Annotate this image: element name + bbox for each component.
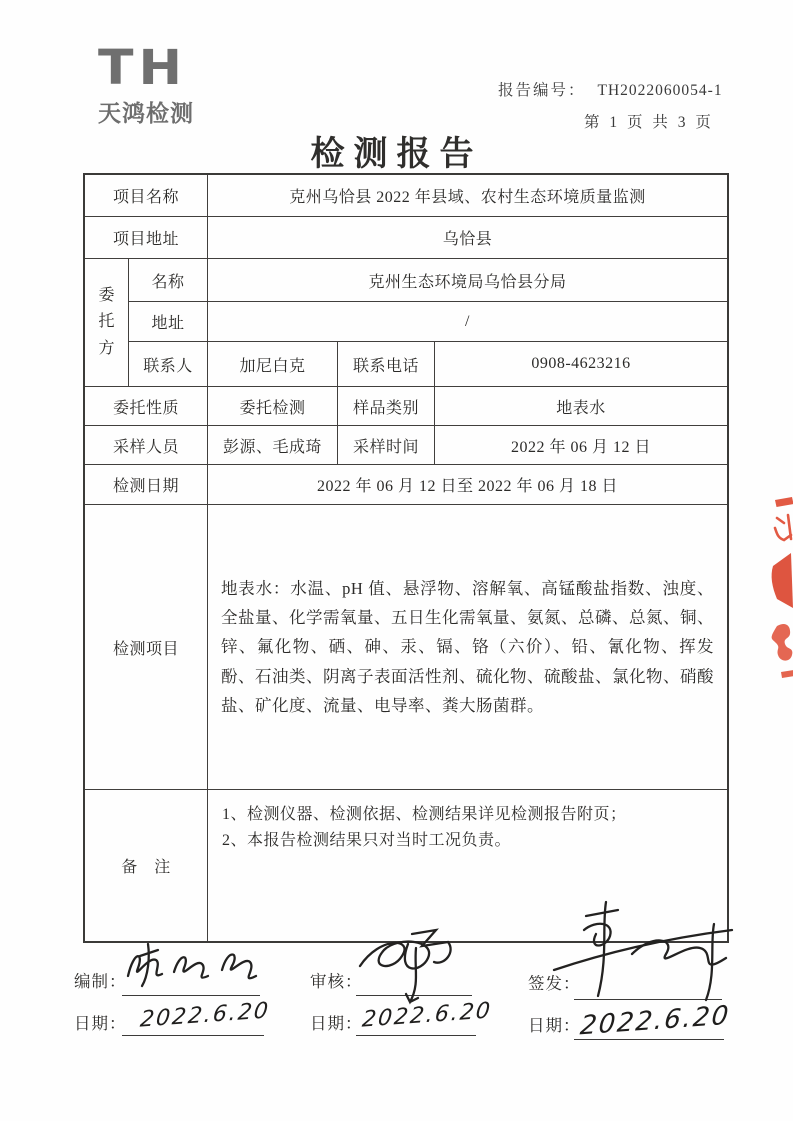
report-no-label: 报告编号： bbox=[498, 82, 586, 99]
test-items-label: 检测项目 bbox=[85, 505, 208, 790]
client-phone-label: 联系电话 bbox=[338, 342, 435, 387]
logo-th-icon: TH bbox=[98, 40, 187, 96]
client-address-label: 地址 bbox=[129, 302, 208, 342]
test-date-label: 检测日期 bbox=[85, 465, 208, 505]
company-logo bbox=[98, 40, 194, 128]
client-address-value: / bbox=[208, 302, 727, 342]
report-no-value: TH2022060054-1 bbox=[597, 82, 723, 99]
reviewed-label: 审核： bbox=[310, 972, 363, 991]
client-phone-value: 0908-4623216 bbox=[435, 342, 727, 387]
prepared-label: 编制： bbox=[74, 972, 127, 991]
issued-label: 签发： bbox=[528, 974, 581, 993]
sampling-staff-value: 彭源、毛成琦 bbox=[208, 426, 338, 465]
client-name-label: 名称 bbox=[129, 259, 208, 302]
issued-date-label: 日期： bbox=[528, 1016, 581, 1035]
sample-category-label: 样品类别 bbox=[338, 387, 435, 426]
page-number: 第 1 页 共 3 页 bbox=[584, 114, 714, 131]
sampling-staff-label: 采样人员 bbox=[85, 426, 208, 465]
sampling-time-label: 采样时间 bbox=[338, 426, 435, 465]
project-address-value: 乌恰县 bbox=[208, 217, 727, 259]
logo-company-name: 天鸿检测 bbox=[98, 101, 194, 128]
reviewed-signature bbox=[352, 922, 482, 1012]
test-date-value: 2022 年 06 月 12 日至 2022 年 06 月 18 日 bbox=[208, 465, 727, 505]
remarks-line-1: 1、检测仪器、检测依据、检测结果详见检测报告附页； bbox=[222, 806, 627, 823]
commission-type-value: 委托检测 bbox=[208, 387, 338, 426]
test-items-value: 地表水：水温、pH 值、悬浮物、溶解氧、高锰酸盐指数、浊度、全盐量、化学需氧量、五日生化需氧量、氨氮、总磷、总氮、铜、锌、氟化物、硒、砷、汞、镉、铬（六价）、铅、氰化物、挥发酚、石油类、阴离子表面活性剂、硫化物、硫酸盐、氯化物、硝酸盐、矿化度、流量、电导率、粪大肠菌群。 bbox=[208, 505, 727, 790]
page-title: 检测报告 bbox=[310, 136, 483, 173]
prepared-signature bbox=[118, 934, 268, 996]
prepared-date-label: 日期： bbox=[74, 1014, 127, 1033]
project-name-label: 项目名称 bbox=[85, 175, 208, 217]
client-name-value: 克州生态环境局乌恰县分局 bbox=[208, 259, 727, 302]
project-name-value: 克州乌恰县 2022 年县域、农村生态环境质量监测 bbox=[208, 175, 727, 217]
issued-signature bbox=[548, 896, 738, 1006]
reviewed-date-label: 日期： bbox=[310, 1014, 363, 1033]
sample-category-value: 地表水 bbox=[435, 387, 727, 426]
reviewed-date-value: 2022.6.20 bbox=[360, 998, 494, 1033]
client-group-label: 委托方 bbox=[85, 259, 129, 387]
prepared-date-value: 2022.6.20 bbox=[138, 998, 272, 1033]
report-info-table bbox=[83, 173, 729, 943]
client-contact-value: 加尼白克 bbox=[208, 342, 338, 387]
remarks-label: 备 注 bbox=[85, 790, 208, 941]
project-address-label: 项目地址 bbox=[85, 217, 208, 259]
client-contact-label: 联系人 bbox=[129, 342, 208, 387]
issued-date-value: 2022.6.20 bbox=[578, 1000, 732, 1042]
report-meta bbox=[498, 78, 723, 132]
commission-type-label: 委托性质 bbox=[85, 387, 208, 426]
red-stamp-fragment-icon bbox=[757, 486, 793, 690]
sampling-time-value: 2022 年 06 月 12 日 bbox=[435, 426, 727, 465]
remarks-line-2: 2、本报告检测结果只对当时工况负责。 bbox=[222, 832, 512, 850]
